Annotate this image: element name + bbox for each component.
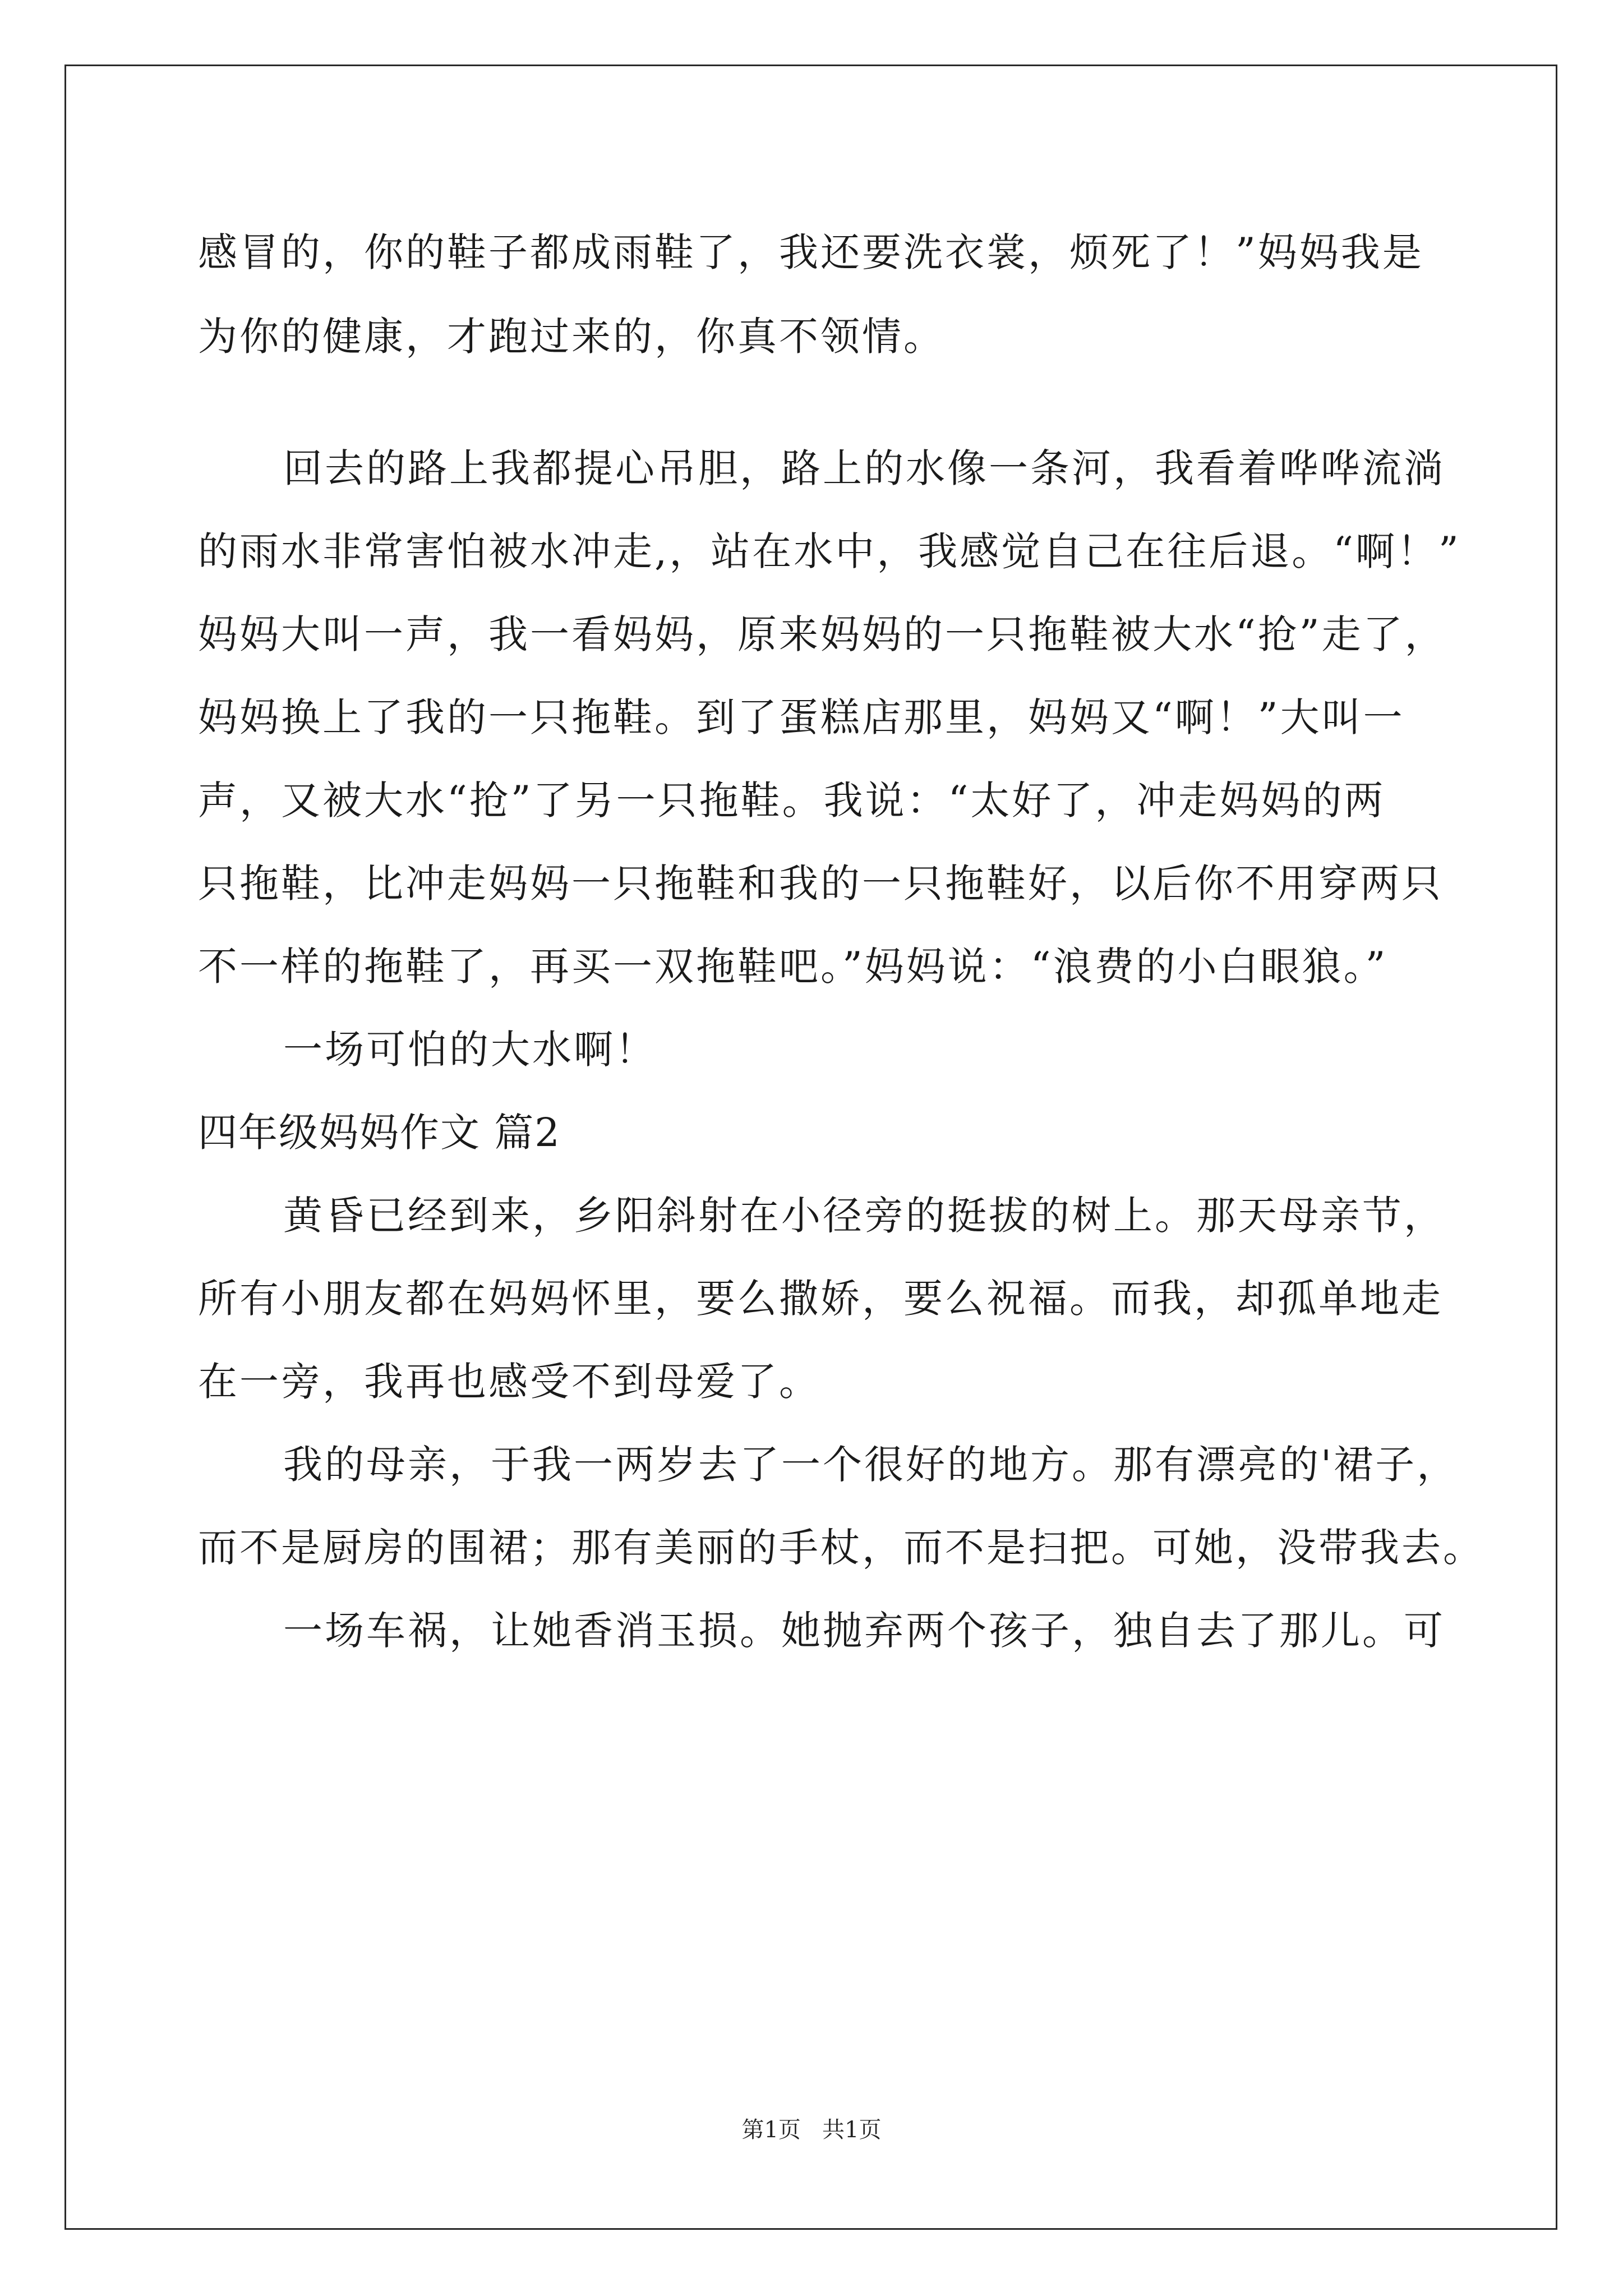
text-line: 黄昏已经到来，乡阳斜射在小径旁的挺拔的树上。那天母亲节， [283, 1193, 1445, 1239]
text-line: 妈妈换上了我的一只拖鞋。到了蛋糕店那里，妈妈又“啊！”大叫一 [198, 694, 1405, 740]
text-line: 为你的健康，才跑过来的，你真不领情。 [198, 314, 945, 360]
text-line: 感冒的，你的鞋子都成雨鞋了，我还要洗衣裳，烦死了！”妈妈我是 [198, 229, 1424, 275]
text-line: 不一样的拖鞋了，再买一双拖鞋吧。”妈妈说：“浪费的小白眼狼。” [198, 944, 1388, 990]
text-line: 一场可怕的大水啊！ [283, 1027, 657, 1073]
text-line: 在一旁，我再也感受不到母爱了。 [198, 1359, 820, 1405]
page-footer: 第1页 共1页 [741, 2117, 882, 2143]
text-line: 声，又被大水“抢”了另一只拖鞋。我说：“太好了，冲走妈妈的两 [198, 777, 1386, 823]
text-line: 的雨水非常害怕被水冲走,，站在水中，我感觉自己在往后退。“啊！” [198, 528, 1461, 574]
section-heading: 四年级妈妈作文 篇2 [198, 1110, 561, 1156]
text-line: 我的母亲，于我一两岁去了一个很好的地方。那有漂亮的'裙子， [283, 1442, 1459, 1488]
text-line: 一场车祸，让她香消玉损。她抛弃两个孩子，独自去了那儿。可 [283, 1608, 1445, 1654]
text-line: 而不是厨房的围裙；那有美丽的手杖，而不是扫把。可她，没带我去。 [198, 1525, 1484, 1571]
text-line: 只拖鞋，比冲走妈妈一只拖鞋和我的一只拖鞋好，以后你不用穿两只 [198, 861, 1443, 907]
text-line: 回去的路上我都提心吊胆，路上的水像一条河，我看着哗哗流淌 [283, 445, 1445, 491]
text-line: 所有小朋友都在妈妈怀里，要么撒娇，要么祝福。而我，却孤单地走 [198, 1276, 1443, 1322]
text-line: 妈妈大叫一声，我一看妈妈，原来妈妈的一只拖鞋被大水“抢”走了， [198, 611, 1446, 657]
